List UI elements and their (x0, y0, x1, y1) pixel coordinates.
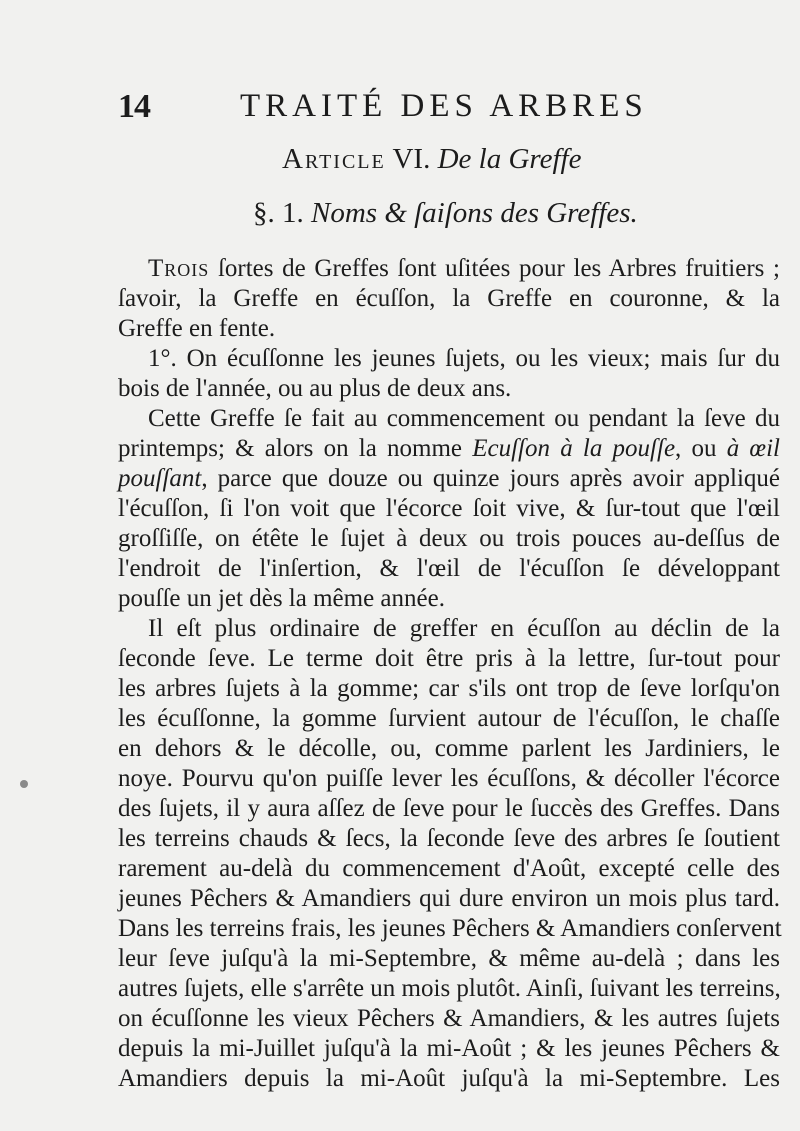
article-heading (282, 143, 581, 176)
text-line: des ſujets, il y aura aſſez de ſeve pour le ſuccès des Greffes. Dans (118, 795, 780, 822)
text-line: l'écuſſon, ſi l'on voit que l'écorce ſoit vive, & ſur-tout que l'œil (118, 495, 780, 522)
text-line: on écuſſonne les vieux Pêchers & Amandiers, & les autres ſujets (118, 1005, 780, 1032)
running-head: TRAITÉ DES ARBRES (240, 88, 648, 124)
text-line: bois de l'année, ou au plus de deux ans. (118, 375, 512, 402)
text-line: ſeconde ſeve. Le terme doit être pris à la lettre, ſur-tout pour (118, 645, 780, 672)
text-line: en dehors & le décolle, ou, comme parlent les Jardiniers, le (118, 735, 780, 762)
text-line: les terreins chauds & ſecs, la ſeconde ſeve des arbres ſe ſoutient (118, 825, 780, 852)
article-number: VI. (392, 143, 431, 175)
text-span: ſortes de Greffes ſont uſitées pour les Arbres fruitiers ; (209, 255, 780, 282)
text-span: , ou (675, 435, 727, 462)
text-line: ſavoir, la Greffe en écuſſon, la Greffe en couronne, & la (118, 285, 780, 312)
italic-term: pouſſant (118, 465, 202, 492)
article-label: Article (282, 143, 386, 175)
article-title: De la Greffe (437, 143, 582, 175)
text-line: pouſſe un jet dès la même année. (118, 585, 445, 612)
italic-term: à œil (726, 435, 780, 462)
body-text (118, 254, 780, 1094)
italic-term: Ecuſſon à la pouſſe (472, 435, 676, 462)
section-title: Noms & ſaiſons des Greffes. (311, 197, 638, 229)
text-line: Amandiers depuis la mi-Août juſqu'à la mi-Septembre. Les (118, 1065, 780, 1092)
text-line: noye. Pourvu qu'on puiſſe lever les écuſſons, & décoller l'écorce (118, 765, 780, 792)
text-line (118, 464, 780, 494)
text-line: Il eſt plus ordinaire de greffer en écuſſon au déclin de la (148, 615, 780, 642)
text-line: rarement au-delà du commencement d'Août, excepté celle des (118, 855, 780, 882)
section-symbol: §. 1. (253, 197, 304, 229)
text-line: autres ſujets, elle s'arrête un mois plutôt. Ainſi, ſuivant les terreins, (118, 975, 781, 1002)
text-line: leur ſeve juſqu'à la mi-Septembre, & même au-delà ; dans les (118, 945, 780, 972)
text-line: jeunes Pêchers & Amandiers qui dure environ un mois plus tard. (118, 885, 780, 912)
text-line: depuis la mi-Juillet juſqu'à la mi-Août ; & les jeunes Pêchers & (118, 1035, 780, 1062)
section-heading (253, 197, 638, 230)
text-line: groſſiſſe, on étête le ſujet à deux ou trois pouces au-deſſus de (118, 525, 780, 552)
text-line (118, 434, 780, 464)
text-line: l'endroit de l'inſertion, & l'œil de l'écuſſon ſe développant (118, 555, 780, 582)
text-span: printemps; & alors on la nomme (118, 435, 473, 462)
text-line: 1°. On écuſſonne les jeunes ſujets, ou les vieux; mais ſur du (148, 345, 780, 372)
text-line: Greffe en fente. (118, 315, 276, 342)
text-line: Dans les terreins frais, les jeunes Pêchers & Amandiers conſervent (118, 915, 782, 942)
drop-word: Trois (148, 255, 210, 282)
text-span: , parce que douze ou quinze jours après avoir appliqué (201, 465, 780, 492)
page-number: 14 (118, 88, 150, 125)
text-line: les écuſſonne, la gomme ſurvient autour de l'écuſſon, le chaſſe (118, 705, 780, 732)
text-line: les arbres ſujets à la gomme; car s'ils ont trop de ſeve lorſqu'on (118, 675, 780, 702)
text-line: Cette Greffe ſe fait au commencement ou pendant la ſeve du (148, 405, 780, 432)
text-line (118, 254, 780, 284)
ink-spot (20, 780, 28, 788)
